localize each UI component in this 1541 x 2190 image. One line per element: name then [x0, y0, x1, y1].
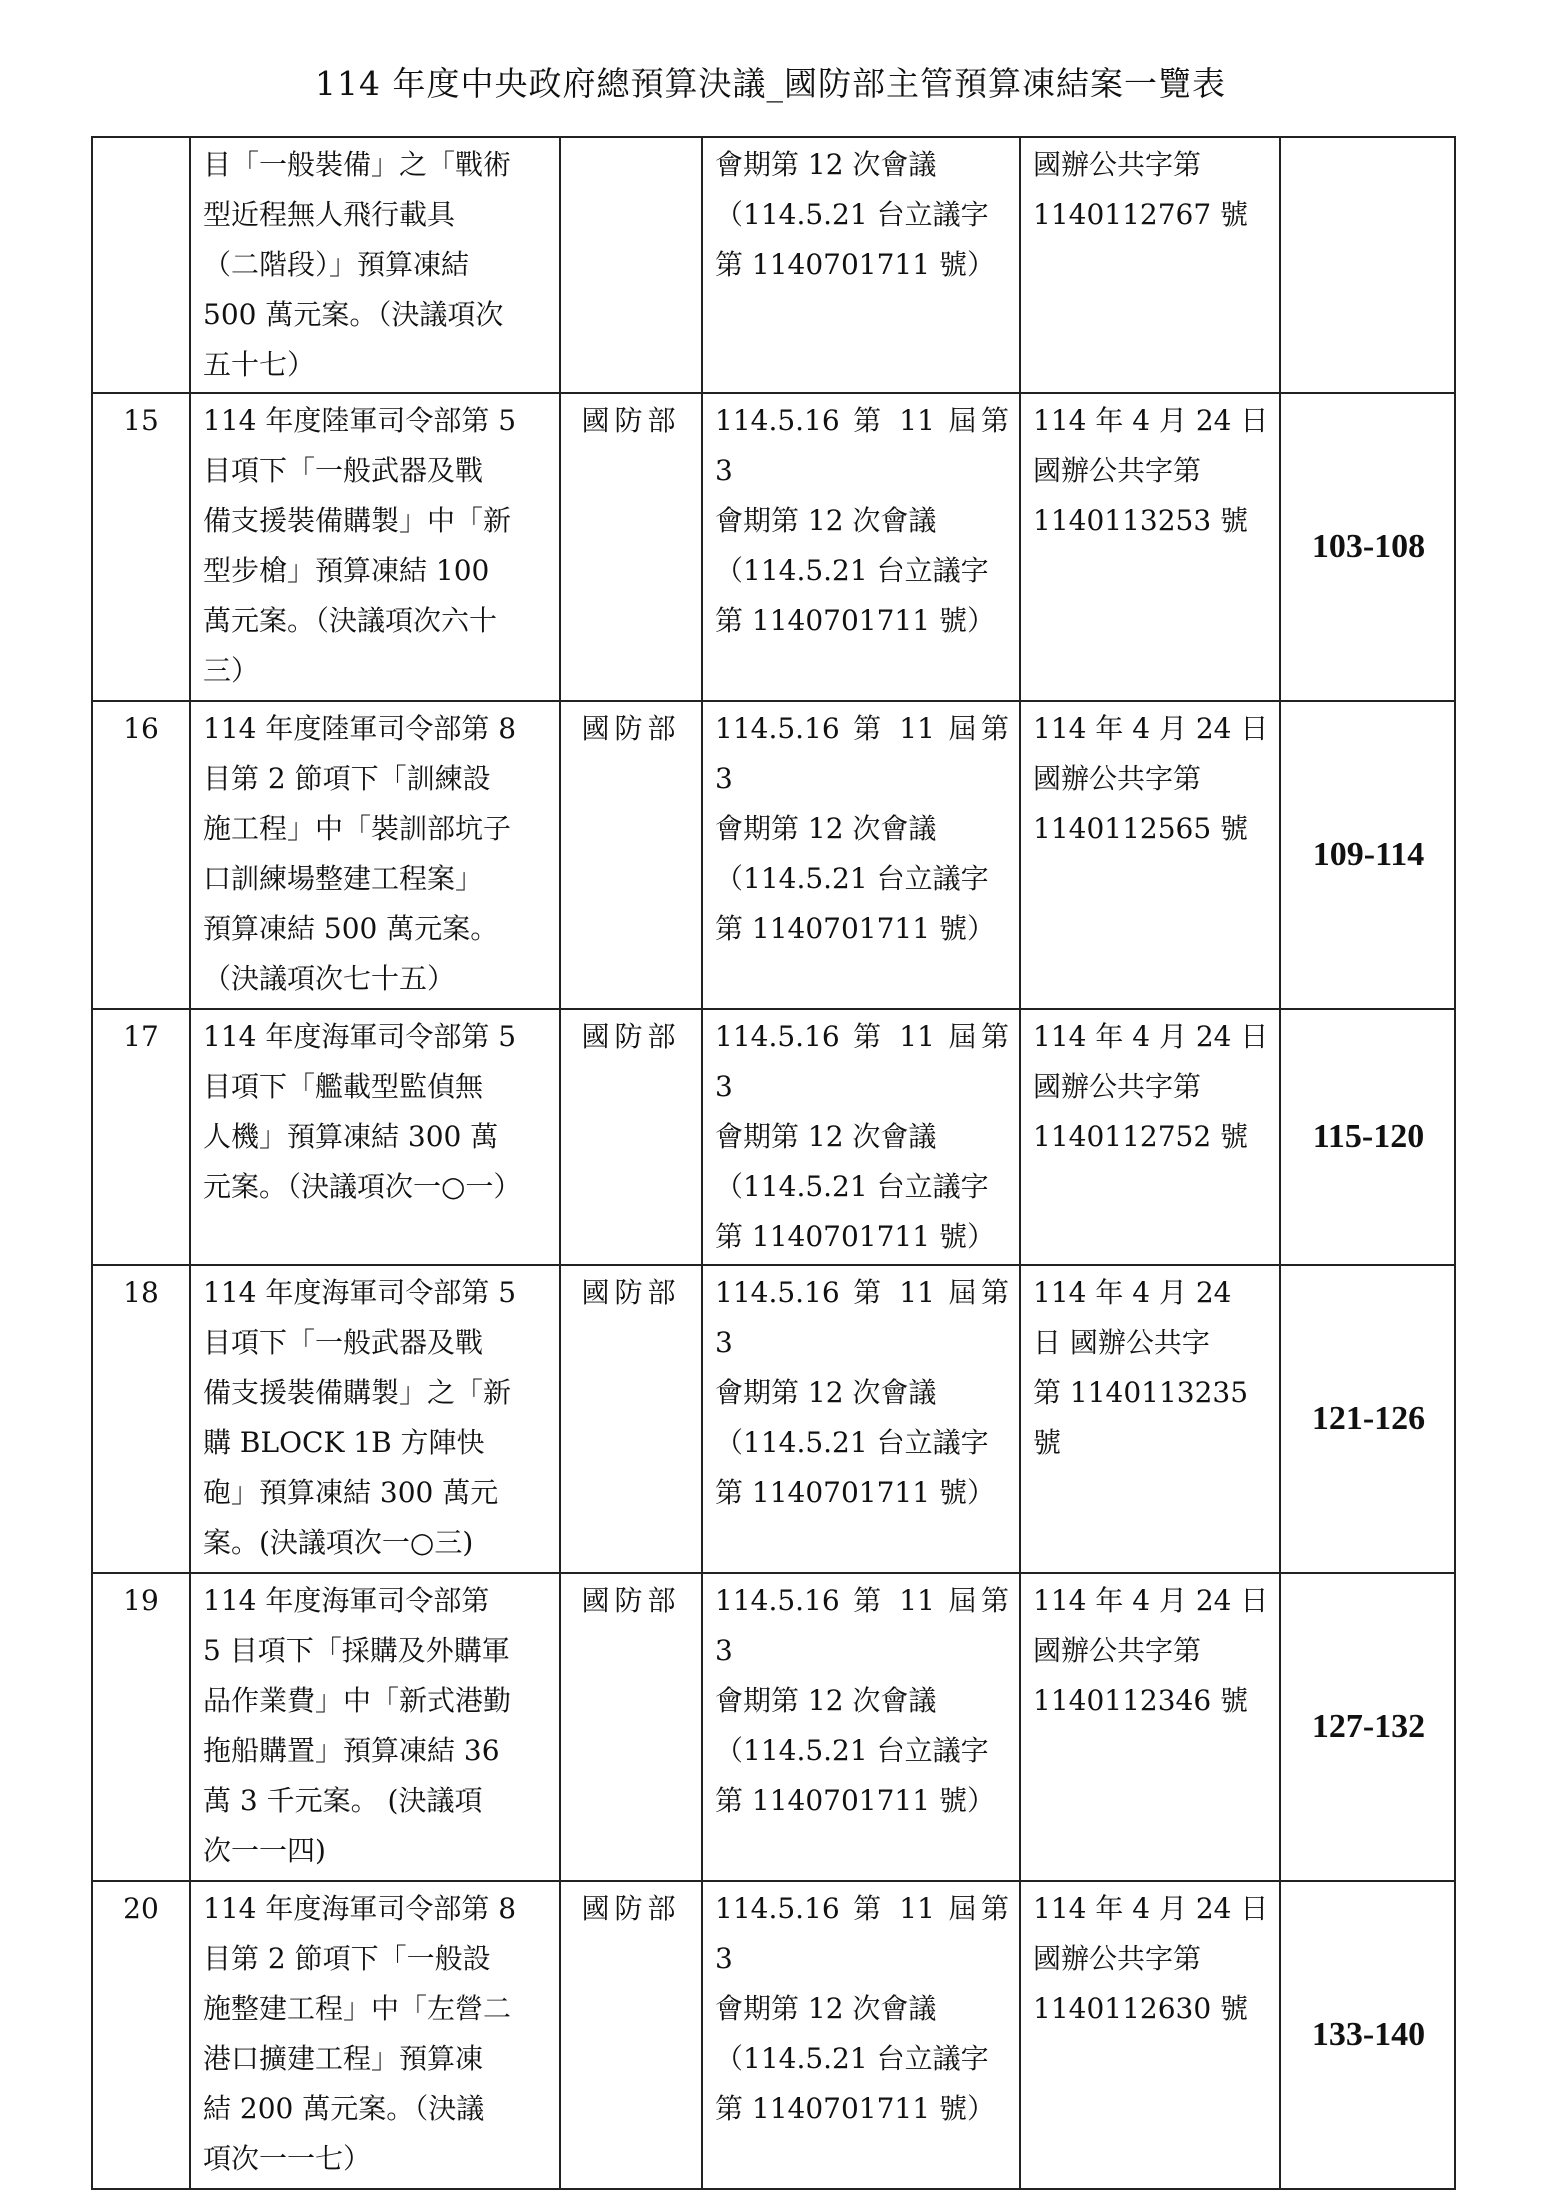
row-number: 17 — [123, 1020, 159, 1053]
row-number-cell — [92, 1009, 190, 1265]
document-number: 114 年 4 月 24 日 國辦公共字第 1140112346 號 — [1033, 1584, 1269, 1717]
document-number: 114 年 4 月 24 日 國辦公共字第 1140113253 號 — [1033, 404, 1269, 537]
agency-cell — [560, 1573, 702, 1881]
row-number-cell — [92, 137, 190, 393]
page-range: 115-120 — [1312, 1118, 1425, 1155]
document-number-cell — [1020, 1881, 1280, 2189]
resolution-meeting-cell — [702, 137, 1020, 393]
agency-cell — [560, 137, 702, 393]
document-number: 國辦公共字第 1140112767 號 — [1033, 148, 1249, 231]
resolution-meeting-cell — [702, 1265, 1020, 1573]
page-range: 133-140 — [1311, 2016, 1426, 2053]
document-number-cell — [1020, 701, 1280, 1009]
row-number-cell — [92, 701, 190, 1009]
row-number-cell — [92, 393, 190, 701]
table-row — [92, 1265, 1455, 1573]
resolution-meeting-cell — [702, 1573, 1020, 1881]
agency: 國防部 — [581, 1892, 681, 1925]
resolution-meeting: 會期第 12 次會議 （114.5.21 台立議字 第 1140701711 號） — [715, 148, 995, 281]
table-row — [92, 393, 1455, 701]
case-title-cell — [190, 137, 560, 393]
page-range-cell — [1280, 1265, 1455, 1573]
case-title-cell — [190, 393, 560, 701]
resolution-meeting: 114.5.16 第 11 屆第 3 會期第 12 次會議 （114.5.21 台立議字 第 1140701711 號） — [715, 1020, 1009, 1253]
row-number-cell — [92, 1265, 190, 1573]
case-title: 114 年度陸軍司令部第 5 目項下「一般武器及戰 備支援裝備購製」中「新 型步槍」預算凍結 100 萬元案。（決議項次六十 三） — [203, 404, 517, 687]
table-row — [92, 1573, 1455, 1881]
table-row — [92, 701, 1455, 1009]
resolution-meeting-cell — [702, 393, 1020, 701]
case-title: 114 年度陸軍司令部第 8 目第 2 節項下「訓練設 施工程」中「裝訓部坑子 口訓練場整建工程案」 預算凍結 500 萬元案。 （決議項次七十五） — [203, 712, 517, 995]
agency-cell — [560, 1009, 702, 1265]
case-title-cell — [190, 1009, 560, 1265]
page-range-cell — [1280, 1573, 1455, 1881]
agency: 國防部 — [581, 1020, 681, 1053]
agency: 國防部 — [581, 1276, 681, 1309]
agency: 國防部 — [581, 1584, 681, 1617]
page-range: 109-114 — [1312, 836, 1425, 873]
agency: 國防部 — [581, 712, 681, 745]
document-number: 114 年 4 月 24 日 國辦公共字 第 1140113235 號 — [1033, 1276, 1249, 1459]
document-number-cell — [1020, 1265, 1280, 1573]
case-title-cell — [190, 701, 560, 1009]
page-range: 121-126 — [1311, 1400, 1426, 1437]
table-row — [92, 1881, 1455, 2189]
page-range-cell — [1280, 137, 1455, 393]
agency: 國防部 — [581, 404, 681, 437]
document-number-cell — [1020, 137, 1280, 393]
resolution-meeting-cell — [702, 1881, 1020, 2189]
resolution-meeting: 114.5.16 第 11 屆第 3 會期第 12 次會議 （114.5.21 台立議字 第 1140701711 號） — [715, 404, 1009, 637]
case-title: 114 年度海軍司令部第 5 目項下「採購及外購軍 品作業費」中「新式港勤 拖船購置」預算凍結 36 萬 3 千元案。 (決議項 次一一四) — [203, 1584, 512, 1867]
page-range: 127-132 — [1311, 1708, 1426, 1745]
document-number: 114 年 4 月 24 日 國辦公共字第 1140112630 號 — [1033, 1892, 1269, 2025]
row-number: 18 — [123, 1276, 159, 1309]
row-number: 16 — [123, 712, 159, 745]
page-range: 103-108 — [1311, 528, 1426, 565]
freeze-case-table — [91, 136, 1456, 2190]
document-number-cell — [1020, 1009, 1280, 1265]
agency-cell — [560, 701, 702, 1009]
page-range-cell — [1280, 701, 1455, 1009]
case-title: 目「一般裝備」之「戰術 型近程無人飛行載具 （二階段）」預算凍結 500 萬元案。（決議項次 五十七） — [203, 148, 512, 381]
agency-cell — [560, 1265, 702, 1573]
case-title: 114 年度海軍司令部第 8 目第 2 節項下「一般設 施整建工程」中「左營二 港口擴建工程」預算凍 結 200 萬元案。（決議 項次一一七） — [203, 1892, 517, 2175]
document-number-cell — [1020, 1573, 1280, 1881]
table-body — [92, 137, 1455, 2189]
agency-cell — [560, 1881, 702, 2189]
table-row — [92, 137, 1455, 393]
page-range-cell — [1280, 1009, 1455, 1265]
resolution-meeting: 114.5.16 第 11 屆第 3 會期第 12 次會議 （114.5.21 台立議字 第 1140701711 號） — [715, 1584, 1009, 1817]
resolution-meeting: 114.5.16 第 11 屆第 3 會期第 12 次會議 （114.5.21 台立議字 第 1140701711 號） — [715, 1276, 1009, 1509]
resolution-meeting: 114.5.16 第 11 屆第 3 會期第 12 次會議 （114.5.21 台立議字 第 1140701711 號） — [715, 1892, 1009, 2125]
case-title-cell — [190, 1881, 560, 2189]
case-title: 114 年度海軍司令部第 5 目項下「艦載型監偵無 人機」預算凍結 300 萬 元案。（決議項次一○一） — [203, 1020, 522, 1203]
resolution-meeting-cell — [702, 701, 1020, 1009]
case-title-cell — [190, 1265, 560, 1573]
agency-cell — [560, 393, 702, 701]
document-number-cell — [1020, 393, 1280, 701]
row-number: 15 — [123, 404, 159, 437]
table-row — [92, 1009, 1455, 1265]
row-number: 19 — [123, 1584, 159, 1617]
page-range-cell — [1280, 1881, 1455, 2189]
row-number-cell — [92, 1881, 190, 2189]
document-number: 114 年 4 月 24 日 國辦公共字第 1140112565 號 — [1033, 712, 1269, 845]
case-title-cell — [190, 1573, 560, 1881]
page-range-cell — [1280, 393, 1455, 701]
document-title: 114 年度中央政府總預算決議_國防部主管預算凍結案一覽表 — [315, 64, 1226, 103]
case-title: 114 年度海軍司令部第 5 目項下「一般武器及戰 備支援裝備購製」之「新 購 BLOCK 1B 方陣快 砲」預算凍結 300 萬元 案。(決議項次一○三) — [203, 1276, 517, 1559]
resolution-meeting: 114.5.16 第 11 屆第 3 會期第 12 次會議 （114.5.21 台立議字 第 1140701711 號） — [715, 712, 1009, 945]
document-number: 114 年 4 月 24 日 國辦公共字第 1140112752 號 — [1033, 1020, 1269, 1153]
row-number: 20 — [123, 1892, 159, 1925]
resolution-meeting-cell — [702, 1009, 1020, 1265]
row-number-cell — [92, 1573, 190, 1881]
